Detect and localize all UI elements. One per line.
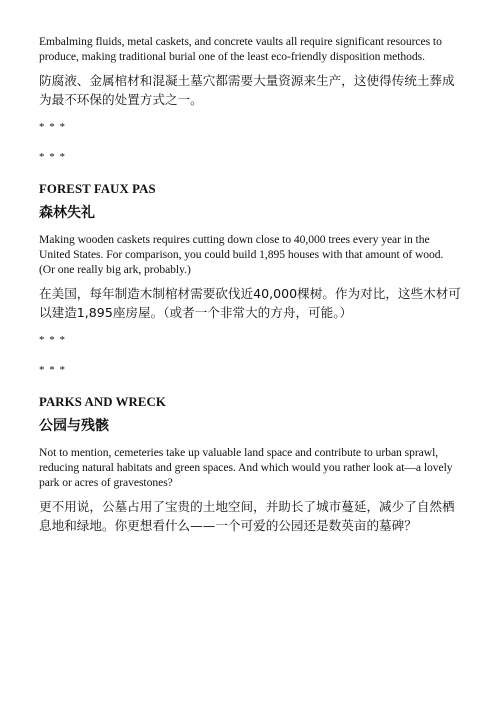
section-heading-en: FOREST FAUX PAS: [39, 182, 156, 196]
section-heading-en: PARKS AND WRECK: [39, 395, 166, 409]
separator: * * *: [39, 364, 66, 376]
separator: * * *: [39, 334, 66, 346]
separator: * * *: [39, 151, 66, 163]
separator: * * *: [39, 121, 66, 133]
section-heading-zh: 森林失礼: [39, 205, 95, 221]
paragraph-en: Making wooden caskets requires cutting down close to 40,000 trees every year in the United States. For comparison, you could build 1,895 houses with that amount of wood. (Or one really big ark, probably.): [39, 233, 444, 276]
paragraph-zh: 防腐液、金属棺材和混凝土墓穴都需要大量资源来生产，这使得传统土葬成为最不环保的处置方式之一。: [39, 73, 455, 107]
paragraph-zh: 更不用说，公墓占用了宝贵的土地空间，并助长了城市蔓延，减少了自然栖息地和绿地。你更想看什么——一个可爱的公园还是数英亩的墓碑？: [39, 499, 455, 533]
section-heading-zh: 公园与残骸: [39, 418, 109, 434]
paragraph-en: Embalming fluids, metal caskets, and concrete vaults all require significant resources to produce, making traditional burial one of the least eco-friendly disposition methods.: [39, 35, 442, 63]
paragraph-en: Not to mention, cemeteries take up valuable land space and contribute to urban sprawl, reducing natural habitats and green spaces. And which would you rather look at—a lovely park or acres of gravestones?: [39, 446, 453, 489]
paragraph-zh: 在美国，每年制造木制棺材需要砍伐近40,000棵树。作为对比，这些木材可以建造1,895座房屋。（或者一个非常大的方舟，可能。）: [39, 286, 461, 320]
